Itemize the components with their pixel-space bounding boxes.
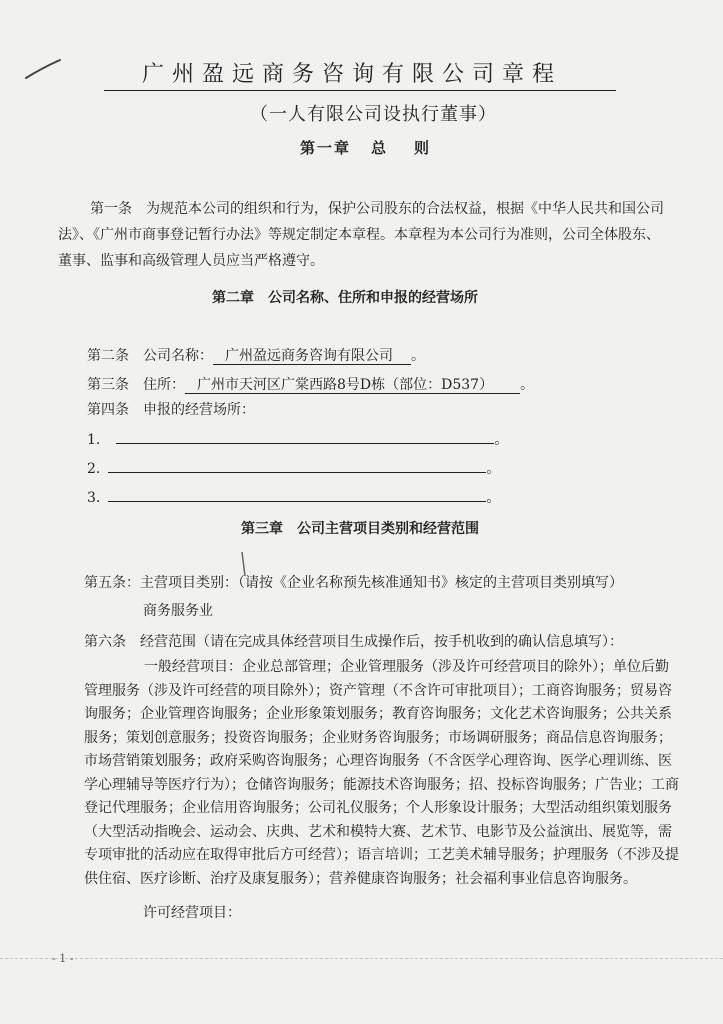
article-3 [87,374,534,396]
article-2-label: 第二条 公司名称： [87,348,213,364]
document-subtitle: （一人有限公司设执行董事） [250,104,497,125]
page-number: - 1 - [52,952,74,965]
site-end-1: 。 [494,432,509,448]
chapter-2-heading: 第二章 公司名称、住所和申报的经营场所 [212,290,478,306]
article-1: 第一条 为规范本公司的组织和行为，保护公司股东的合法权益，根据《中华人民共和国公司法》、《广州市商事登记暂行办法》等规定制定本章程。本章程为本公司行为准则，公司全体股东、董事、监事和高级管理人员应当严格遵守。 [58,201,664,269]
document-title: 广州盈远商务咨询有限公司章程 [104,60,616,91]
article-3-end: 。 [520,377,535,393]
site-line-1 [87,428,508,451]
main-category-value: 商务服务业 [143,603,213,619]
chapter-1-heading [300,137,431,158]
site-num-1: 1. [87,432,101,448]
chapter-1-label: 第一章 [300,139,352,157]
page-footer-divider [0,958,723,959]
chapter-1-word1: 总 [371,139,389,157]
general-business-scope: 一般经营项目：企业总部管理；企业管理服务（涉及许可经营项目的除外）；单位后勤管理服务（涉及许可经营的项目除外）；资产管理（不含许可审批项目）；工商咨询服务；贸易咨询服务；企业管理咨询服务；企业形象策划服务；教育咨询服务；文化艺术咨询服务；公共关系服务；策划创意服务；投资咨询服务；企业财务咨询服务；市场调研服务；商品信息咨询服务；市场营销策划服务；政府采购咨询服务；心理咨询服务（不含医学心理咨询、医学心理训练、医学心理辅导等医疗行为）；仓储咨询服务；能源技术咨询服务；招、投标咨询服务；广告业；工商登记代理服务；企业信用咨询服务；公司礼仪服务；个人形象设计服务；大型活动组织策划服务（大型活动指晚会、运动会、庆典、艺术和模特大赛、艺术节、电影节及公益演出、展览等，需专项审批的活动应在取得审批后方可经营）；语言培训；工艺美术辅导服务；护理服务（不涉及提供住宿、医疗诊断、治疗及康复服务）；营养健康咨询服务；社会福利事业信息咨询服务。 [84,659,679,887]
site-blank-2 [108,457,486,473]
address-value: 广州市天河区广棠西路8号D栋（部位：D537） [185,377,520,394]
site-end-3: 。 [486,490,501,506]
licensed-business-label: 许可经营项目： [143,905,241,921]
chapter-3-heading: 第三章 公司主营项目类别和经营范围 [241,521,479,537]
site-blank-1 [116,428,494,444]
article-3-label: 第三条 住所： [87,377,185,393]
article-5: 第五条：主营项目类别：（请按《企业名称预先核准通知书》核定的主营项目类别填写） [84,575,623,591]
company-name-value: 广州盈远商务咨询有限公司 [213,348,411,365]
site-blank-3 [108,486,486,502]
article-2 [87,345,425,367]
site-line-3 [87,486,500,509]
site-num-2: 2. [87,461,101,477]
site-line-2 [87,457,500,480]
article-2-end: 。 [411,348,425,364]
article-6: 第六条 经营范围（请在完成具体经营项目生成操作后，按手机收到的确认信息填写）： [84,634,623,650]
site-num-3: 3. [87,490,101,506]
chapter-1-word2: 则 [414,139,432,157]
site-end-2: 。 [486,461,501,477]
article-4: 第四条 申报的经营场所： [87,402,255,418]
pen-mark [24,56,64,82]
